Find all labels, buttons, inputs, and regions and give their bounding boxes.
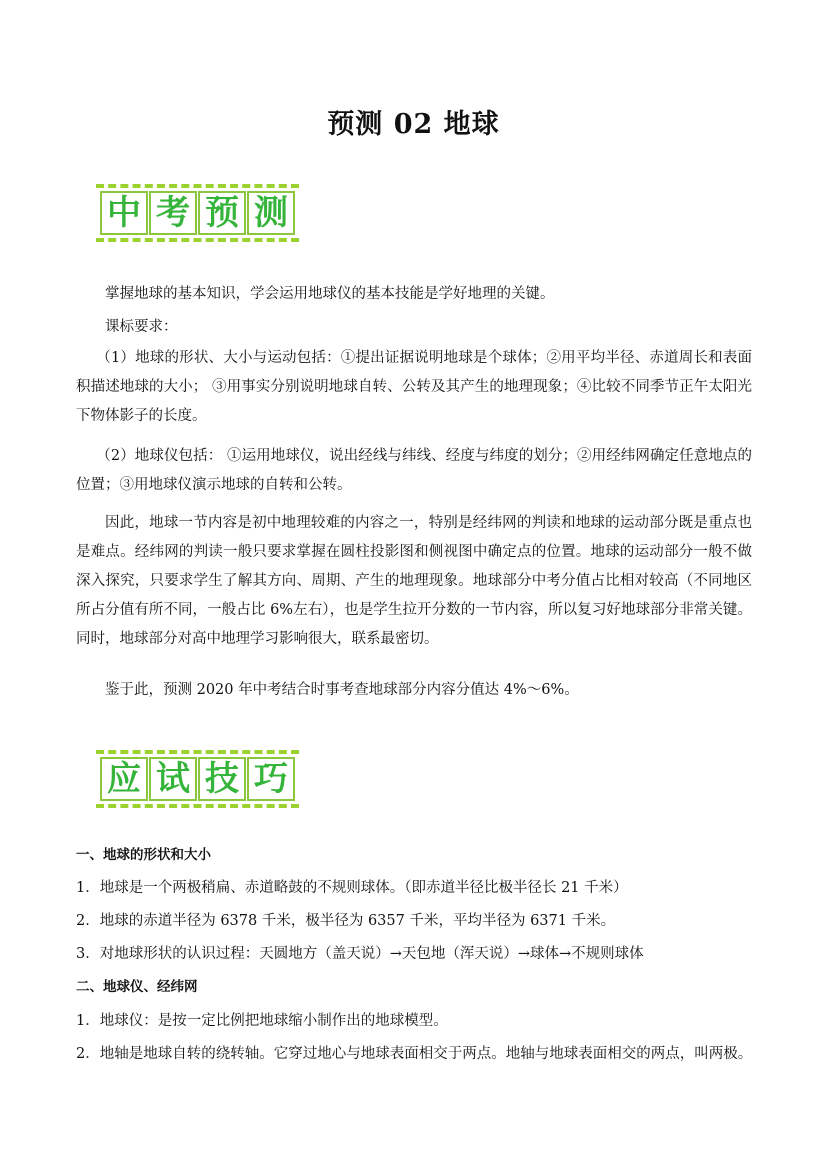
list-item: 1．地球仪：是按一定比例把地球缩小制作出的地球模型。 [76, 1013, 448, 1029]
list-item: 3．对地球形状的认识过程：天圆地方（盖天说）→天包地（浑天说）→球体→不规则球体 [76, 946, 644, 962]
banner-char: 预 [198, 191, 246, 235]
section-banner-yingshi-jiqiao [96, 750, 299, 808]
intro-paragraph-1: 掌握地球的基本知识，学会运用地球仪的基本技能是学好地理的关键。 [105, 286, 555, 302]
banner-char: 测 [247, 191, 295, 235]
intro-paragraph-6: 鉴于此，预测 2020 年中考结合时事考查地球部分内容分值达 4%～6%。 [105, 682, 579, 698]
intro-paragraph-3: （1）地球的形状、大小与运动包括：①提出证据说明地球是个球体；②用平均半径、赤道周长和表面积描述地球的大小； ③用事实分别说明地球自转、公转及其产生的地理现象；④比较不同季节正午太阳光下物体影子的长度。 [76, 350, 752, 424]
list-item: 2．地轴是地球自转的绕转轴。它穿过地心与地球表面相交于两点。地轴与地球表面相交的两点，叫两极。 [76, 1046, 753, 1062]
banner-char: 应 [100, 757, 148, 801]
banner-char: 试 [149, 757, 197, 801]
section-banner-zhongkao-yuce [96, 184, 299, 242]
intro-paragraph-2: 课标要求： [105, 319, 178, 335]
list-item: 1．地球是一个两极稍扁、赤道略鼓的不规则球体。（即赤道半径比极半径长 21 千米） [76, 880, 628, 896]
section-heading-globe-grid: 二、地球仪、经纬网 [76, 979, 198, 995]
banner-char: 中 [100, 191, 148, 235]
section-heading-shape-size: 一、地球的形状和大小 [76, 847, 211, 863]
banner-char: 技 [198, 757, 246, 801]
intro-paragraph-4: （2）地球仪包括： ①运用地球仪，说出经线与纬线、经度与纬度的划分；②用经纬网确定任意地点的位置；③用地球仪演示地球的自转和公转。 [76, 448, 752, 493]
banner-char: 巧 [247, 757, 295, 801]
page-title: 预测 02 地球 [327, 109, 500, 140]
intro-paragraph-5: 因此，地球一节内容是初中地理较难的内容之一，特别是经纬网的判读和地球的运动部分既是重点也是难点。经纬网的判读一般只要求掌握在圆柱投影图和侧视图中确定点的位置。地球的运动部分一般不做深入探究，只要求学生了解其方向、周期、产生的地理现象。地球部分中考分值占比相对较高（不同地区所占分值有所不同，一般占比 6%左右），也是学生拉开分数的一节内容，所以复习好地球部分非常关键。同时，地球部分对高中地理学习影响很大，联系最密切。 [76, 515, 752, 647]
list-item: 2．地球的赤道半径为 6378 千米，极半径为 6357 千米，平均半径为 6371 千米。 [76, 913, 616, 929]
banner-char: 考 [149, 191, 197, 235]
